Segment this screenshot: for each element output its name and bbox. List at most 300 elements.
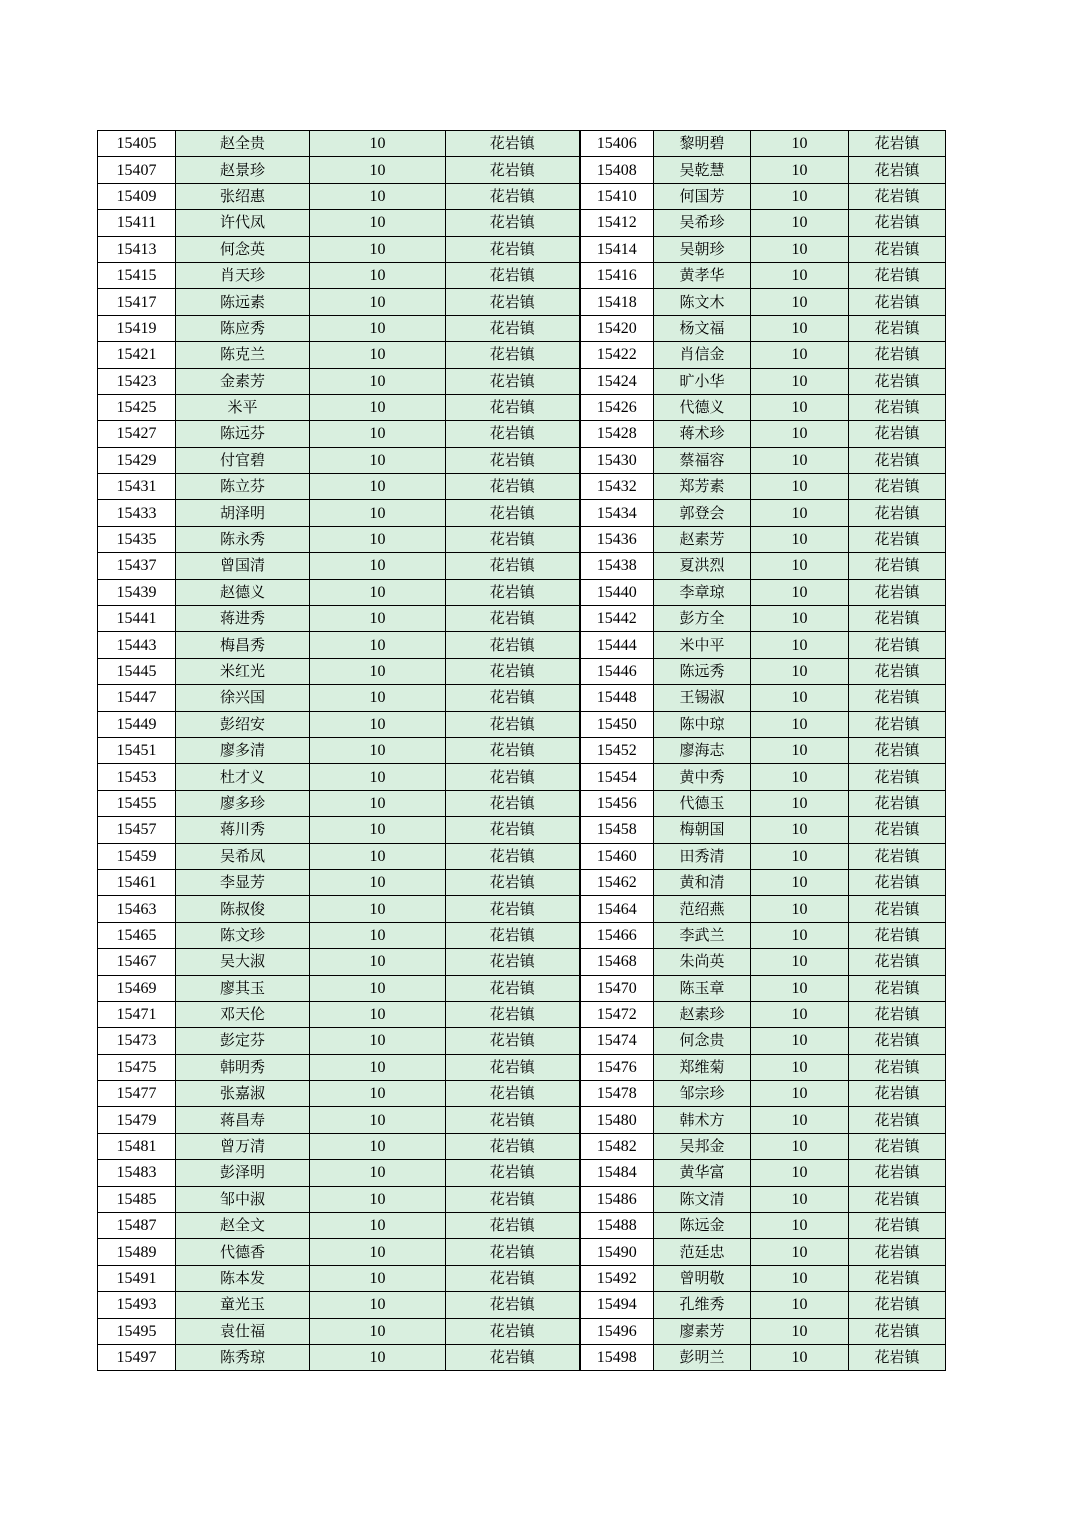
right-town-name-cell: 花岩镇 xyxy=(849,579,946,605)
right-person-name-cell: 黎明碧 xyxy=(654,131,751,157)
left-amount-cell: 10 xyxy=(310,474,446,500)
left-town-name-cell: 花岩镇 xyxy=(446,289,580,315)
right-amount-cell: 10 xyxy=(751,1292,849,1318)
right-record-number-cell: 15470 xyxy=(580,975,654,1001)
right-record-number-cell: 15446 xyxy=(580,658,654,684)
left-town-name-cell: 花岩镇 xyxy=(446,394,580,420)
right-town-name-cell: 花岩镇 xyxy=(849,1186,946,1212)
left-town-name-cell: 花岩镇 xyxy=(446,658,580,684)
left-amount-cell: 10 xyxy=(310,1213,446,1239)
left-person-name-cell: 付官碧 xyxy=(176,447,310,473)
left-town-name-cell: 花岩镇 xyxy=(446,685,580,711)
left-town-name-cell: 花岩镇 xyxy=(446,896,580,922)
left-person-name-cell: 陈本发 xyxy=(176,1265,310,1291)
right-record-number-cell: 15416 xyxy=(580,262,654,288)
left-town-name-cell: 花岩镇 xyxy=(446,922,580,948)
right-person-name-cell: 陈文清 xyxy=(654,1186,751,1212)
left-town-name-cell: 花岩镇 xyxy=(446,447,580,473)
right-person-name-cell: 李章琼 xyxy=(654,579,751,605)
left-amount-cell: 10 xyxy=(310,711,446,737)
left-town-name-cell: 花岩镇 xyxy=(446,711,580,737)
left-record-number-cell: 15415 xyxy=(98,262,176,288)
left-record-number-cell: 15429 xyxy=(98,447,176,473)
table-row xyxy=(98,474,946,500)
right-town-name-cell: 花岩镇 xyxy=(849,658,946,684)
left-person-name-cell: 徐兴国 xyxy=(176,685,310,711)
right-town-name-cell: 花岩镇 xyxy=(849,949,946,975)
right-person-name-cell: 何国芳 xyxy=(654,183,751,209)
table-row xyxy=(98,843,946,869)
right-town-name-cell: 花岩镇 xyxy=(849,1318,946,1344)
right-record-number-cell: 15494 xyxy=(580,1292,654,1318)
left-person-name-cell: 吴大淑 xyxy=(176,949,310,975)
left-town-name-cell: 花岩镇 xyxy=(446,553,580,579)
left-record-number-cell: 15407 xyxy=(98,157,176,183)
right-town-name-cell: 花岩镇 xyxy=(849,1292,946,1318)
right-person-name-cell: 肖信金 xyxy=(654,342,751,368)
right-amount-cell: 10 xyxy=(751,289,849,315)
left-record-number-cell: 15477 xyxy=(98,1081,176,1107)
right-amount-cell: 10 xyxy=(751,183,849,209)
left-person-name-cell: 金素芳 xyxy=(176,368,310,394)
table-row xyxy=(98,236,946,262)
right-record-number-cell: 15476 xyxy=(580,1054,654,1080)
right-record-number-cell: 15490 xyxy=(580,1239,654,1265)
right-record-number-cell: 15462 xyxy=(580,869,654,895)
left-amount-cell: 10 xyxy=(310,289,446,315)
left-person-name-cell: 梅昌秀 xyxy=(176,632,310,658)
right-record-number-cell: 15456 xyxy=(580,790,654,816)
right-town-name-cell: 花岩镇 xyxy=(849,131,946,157)
left-person-name-cell: 陈文珍 xyxy=(176,922,310,948)
left-amount-cell: 10 xyxy=(310,685,446,711)
right-amount-cell: 10 xyxy=(751,394,849,420)
right-person-name-cell: 黄中秀 xyxy=(654,764,751,790)
right-amount-cell: 10 xyxy=(751,949,849,975)
left-amount-cell: 10 xyxy=(310,526,446,552)
right-person-name-cell: 田秀清 xyxy=(654,843,751,869)
right-record-number-cell: 15430 xyxy=(580,447,654,473)
table-row xyxy=(98,289,946,315)
left-person-name-cell: 邹中淑 xyxy=(176,1186,310,1212)
table-row xyxy=(98,210,946,236)
left-town-name-cell: 花岩镇 xyxy=(446,236,580,262)
left-amount-cell: 10 xyxy=(310,764,446,790)
left-amount-cell: 10 xyxy=(310,658,446,684)
table-row xyxy=(98,764,946,790)
right-record-number-cell: 15418 xyxy=(580,289,654,315)
right-person-name-cell: 韩术方 xyxy=(654,1107,751,1133)
right-amount-cell: 10 xyxy=(751,368,849,394)
left-person-name-cell: 曾万清 xyxy=(176,1133,310,1159)
right-town-name-cell: 花岩镇 xyxy=(849,737,946,763)
left-amount-cell: 10 xyxy=(310,1054,446,1080)
left-amount-cell: 10 xyxy=(310,553,446,579)
right-town-name-cell: 花岩镇 xyxy=(849,553,946,579)
right-person-name-cell: 赵素芳 xyxy=(654,526,751,552)
left-record-number-cell: 15459 xyxy=(98,843,176,869)
left-town-name-cell: 花岩镇 xyxy=(446,606,580,632)
left-record-number-cell: 15433 xyxy=(98,500,176,526)
left-record-number-cell: 15435 xyxy=(98,526,176,552)
left-amount-cell: 10 xyxy=(310,1318,446,1344)
left-town-name-cell: 花岩镇 xyxy=(446,869,580,895)
left-amount-cell: 10 xyxy=(310,1001,446,1027)
left-record-number-cell: 15481 xyxy=(98,1133,176,1159)
table-row xyxy=(98,711,946,737)
left-record-number-cell: 15479 xyxy=(98,1107,176,1133)
left-person-name-cell: 杜才义 xyxy=(176,764,310,790)
left-town-name-cell: 花岩镇 xyxy=(446,500,580,526)
left-record-number-cell: 15455 xyxy=(98,790,176,816)
right-person-name-cell: 吴希珍 xyxy=(654,210,751,236)
left-amount-cell: 10 xyxy=(310,817,446,843)
left-amount-cell: 10 xyxy=(310,949,446,975)
table-row xyxy=(98,500,946,526)
left-town-name-cell: 花岩镇 xyxy=(446,474,580,500)
right-person-name-cell: 彭方全 xyxy=(654,606,751,632)
table-row xyxy=(98,131,946,157)
left-town-name-cell: 花岩镇 xyxy=(446,1001,580,1027)
right-amount-cell: 10 xyxy=(751,526,849,552)
left-record-number-cell: 15417 xyxy=(98,289,176,315)
left-person-name-cell: 赵景珍 xyxy=(176,157,310,183)
right-amount-cell: 10 xyxy=(751,157,849,183)
right-amount-cell: 10 xyxy=(751,474,849,500)
table-row xyxy=(98,368,946,394)
roster-table xyxy=(97,130,946,1371)
left-town-name-cell: 花岩镇 xyxy=(446,764,580,790)
right-amount-cell: 10 xyxy=(751,1107,849,1133)
right-amount-cell: 10 xyxy=(751,1081,849,1107)
left-record-number-cell: 15475 xyxy=(98,1054,176,1080)
right-record-number-cell: 15424 xyxy=(580,368,654,394)
table-row xyxy=(98,1081,946,1107)
table-row xyxy=(98,157,946,183)
left-person-name-cell: 张嘉淑 xyxy=(176,1081,310,1107)
right-amount-cell: 10 xyxy=(751,1186,849,1212)
left-amount-cell: 10 xyxy=(310,1344,446,1370)
left-record-number-cell: 15471 xyxy=(98,1001,176,1027)
left-person-name-cell: 廖多清 xyxy=(176,737,310,763)
right-amount-cell: 10 xyxy=(751,764,849,790)
right-town-name-cell: 花岩镇 xyxy=(849,1265,946,1291)
right-record-number-cell: 15498 xyxy=(580,1344,654,1370)
left-person-name-cell: 彭泽明 xyxy=(176,1160,310,1186)
left-person-name-cell: 彭定芬 xyxy=(176,1028,310,1054)
right-town-name-cell: 花岩镇 xyxy=(849,1028,946,1054)
left-amount-cell: 10 xyxy=(310,183,446,209)
right-amount-cell: 10 xyxy=(751,632,849,658)
right-person-name-cell: 吴乾慧 xyxy=(654,157,751,183)
left-person-name-cell: 陈秀琼 xyxy=(176,1344,310,1370)
table-row xyxy=(98,1107,946,1133)
left-record-number-cell: 15489 xyxy=(98,1239,176,1265)
right-record-number-cell: 15460 xyxy=(580,843,654,869)
right-person-name-cell: 黄孝华 xyxy=(654,262,751,288)
right-amount-cell: 10 xyxy=(751,342,849,368)
right-person-name-cell: 廖海志 xyxy=(654,737,751,763)
right-town-name-cell: 花岩镇 xyxy=(849,790,946,816)
right-person-name-cell: 陈远金 xyxy=(654,1213,751,1239)
left-town-name-cell: 花岩镇 xyxy=(446,1344,580,1370)
right-record-number-cell: 15482 xyxy=(580,1133,654,1159)
left-record-number-cell: 15467 xyxy=(98,949,176,975)
right-person-name-cell: 郭登会 xyxy=(654,500,751,526)
right-town-name-cell: 花岩镇 xyxy=(849,922,946,948)
left-person-name-cell: 米红光 xyxy=(176,658,310,684)
right-person-name-cell: 邹宗珍 xyxy=(654,1081,751,1107)
table-row xyxy=(98,1028,946,1054)
left-town-name-cell: 花岩镇 xyxy=(446,1265,580,1291)
left-record-number-cell: 15497 xyxy=(98,1344,176,1370)
left-amount-cell: 10 xyxy=(310,896,446,922)
left-town-name-cell: 花岩镇 xyxy=(446,131,580,157)
right-record-number-cell: 15472 xyxy=(580,1001,654,1027)
right-town-name-cell: 花岩镇 xyxy=(849,1081,946,1107)
right-record-number-cell: 15496 xyxy=(580,1318,654,1344)
table-row xyxy=(98,526,946,552)
right-amount-cell: 10 xyxy=(751,685,849,711)
right-amount-cell: 10 xyxy=(751,658,849,684)
left-record-number-cell: 15453 xyxy=(98,764,176,790)
left-town-name-cell: 花岩镇 xyxy=(446,1028,580,1054)
right-town-name-cell: 花岩镇 xyxy=(849,394,946,420)
right-record-number-cell: 15422 xyxy=(580,342,654,368)
left-person-name-cell: 赵德义 xyxy=(176,579,310,605)
right-person-name-cell: 黄华富 xyxy=(654,1160,751,1186)
table-row xyxy=(98,315,946,341)
right-amount-cell: 10 xyxy=(751,1054,849,1080)
right-record-number-cell: 15474 xyxy=(580,1028,654,1054)
left-amount-cell: 10 xyxy=(310,1292,446,1318)
roster-table-body xyxy=(98,131,946,1371)
right-record-number-cell: 15440 xyxy=(580,579,654,605)
left-town-name-cell: 花岩镇 xyxy=(446,1186,580,1212)
table-row xyxy=(98,342,946,368)
left-amount-cell: 10 xyxy=(310,1081,446,1107)
left-person-name-cell: 邓天伦 xyxy=(176,1001,310,1027)
right-person-name-cell: 王锡淑 xyxy=(654,685,751,711)
right-person-name-cell: 杨文福 xyxy=(654,315,751,341)
left-amount-cell: 10 xyxy=(310,368,446,394)
left-town-name-cell: 花岩镇 xyxy=(446,1054,580,1080)
left-town-name-cell: 花岩镇 xyxy=(446,368,580,394)
right-town-name-cell: 花岩镇 xyxy=(849,1001,946,1027)
right-amount-cell: 10 xyxy=(751,553,849,579)
right-amount-cell: 10 xyxy=(751,1160,849,1186)
right-town-name-cell: 花岩镇 xyxy=(849,289,946,315)
left-person-name-cell: 赵全文 xyxy=(176,1213,310,1239)
left-record-number-cell: 15485 xyxy=(98,1186,176,1212)
left-amount-cell: 10 xyxy=(310,342,446,368)
left-person-name-cell: 何念英 xyxy=(176,236,310,262)
left-record-number-cell: 15441 xyxy=(98,606,176,632)
right-person-name-cell: 范廷忠 xyxy=(654,1239,751,1265)
table-row xyxy=(98,922,946,948)
right-town-name-cell: 花岩镇 xyxy=(849,1133,946,1159)
right-town-name-cell: 花岩镇 xyxy=(849,632,946,658)
right-person-name-cell: 郑芳素 xyxy=(654,474,751,500)
right-person-name-cell: 曾明敬 xyxy=(654,1265,751,1291)
left-person-name-cell: 陈立芬 xyxy=(176,474,310,500)
right-record-number-cell: 15466 xyxy=(580,922,654,948)
left-town-name-cell: 花岩镇 xyxy=(446,1133,580,1159)
right-person-name-cell: 吴朝珍 xyxy=(654,236,751,262)
table-row xyxy=(98,737,946,763)
right-amount-cell: 10 xyxy=(751,236,849,262)
table-row xyxy=(98,1186,946,1212)
right-town-name-cell: 花岩镇 xyxy=(849,711,946,737)
right-record-number-cell: 15408 xyxy=(580,157,654,183)
right-amount-cell: 10 xyxy=(751,1133,849,1159)
right-amount-cell: 10 xyxy=(751,500,849,526)
left-record-number-cell: 15421 xyxy=(98,342,176,368)
left-amount-cell: 10 xyxy=(310,790,446,816)
right-town-name-cell: 花岩镇 xyxy=(849,315,946,341)
left-person-name-cell: 陈远芬 xyxy=(176,421,310,447)
right-town-name-cell: 花岩镇 xyxy=(849,183,946,209)
right-amount-cell: 10 xyxy=(751,421,849,447)
left-record-number-cell: 15473 xyxy=(98,1028,176,1054)
left-town-name-cell: 花岩镇 xyxy=(446,526,580,552)
right-town-name-cell: 花岩镇 xyxy=(849,500,946,526)
table-row xyxy=(98,579,946,605)
right-person-name-cell: 陈文木 xyxy=(654,289,751,315)
left-person-name-cell: 彭绍安 xyxy=(176,711,310,737)
table-row xyxy=(98,896,946,922)
left-town-name-cell: 花岩镇 xyxy=(446,1213,580,1239)
left-record-number-cell: 15419 xyxy=(98,315,176,341)
left-town-name-cell: 花岩镇 xyxy=(446,949,580,975)
right-person-name-cell: 陈中琼 xyxy=(654,711,751,737)
right-town-name-cell: 花岩镇 xyxy=(849,1213,946,1239)
right-record-number-cell: 15454 xyxy=(580,764,654,790)
right-town-name-cell: 花岩镇 xyxy=(849,843,946,869)
left-amount-cell: 10 xyxy=(310,632,446,658)
left-town-name-cell: 花岩镇 xyxy=(446,579,580,605)
left-record-number-cell: 15427 xyxy=(98,421,176,447)
left-person-name-cell: 吴希凤 xyxy=(176,843,310,869)
left-person-name-cell: 陈叔俊 xyxy=(176,896,310,922)
right-town-name-cell: 花岩镇 xyxy=(849,421,946,447)
right-person-name-cell: 陈玉章 xyxy=(654,975,751,1001)
right-town-name-cell: 花岩镇 xyxy=(849,368,946,394)
left-town-name-cell: 花岩镇 xyxy=(446,975,580,1001)
table-row xyxy=(98,1292,946,1318)
left-amount-cell: 10 xyxy=(310,157,446,183)
left-town-name-cell: 花岩镇 xyxy=(446,183,580,209)
right-record-number-cell: 15458 xyxy=(580,817,654,843)
right-record-number-cell: 15464 xyxy=(580,896,654,922)
left-person-name-cell: 陈远素 xyxy=(176,289,310,315)
right-person-name-cell: 陈远秀 xyxy=(654,658,751,684)
right-record-number-cell: 15436 xyxy=(580,526,654,552)
left-record-number-cell: 15423 xyxy=(98,368,176,394)
left-amount-cell: 10 xyxy=(310,500,446,526)
left-amount-cell: 10 xyxy=(310,1239,446,1265)
left-person-name-cell: 米平 xyxy=(176,394,310,420)
left-person-name-cell: 蒋川秀 xyxy=(176,817,310,843)
left-amount-cell: 10 xyxy=(310,394,446,420)
right-person-name-cell: 吴邦金 xyxy=(654,1133,751,1159)
left-record-number-cell: 15437 xyxy=(98,553,176,579)
table-row xyxy=(98,421,946,447)
table-row xyxy=(98,658,946,684)
left-person-name-cell: 许代凤 xyxy=(176,210,310,236)
left-town-name-cell: 花岩镇 xyxy=(446,210,580,236)
left-person-name-cell: 张绍惠 xyxy=(176,183,310,209)
left-person-name-cell: 肖天珍 xyxy=(176,262,310,288)
left-town-name-cell: 花岩镇 xyxy=(446,342,580,368)
right-town-name-cell: 花岩镇 xyxy=(849,447,946,473)
table-row xyxy=(98,1133,946,1159)
right-amount-cell: 10 xyxy=(751,711,849,737)
table-row xyxy=(98,1001,946,1027)
right-person-name-cell: 黄和清 xyxy=(654,869,751,895)
left-person-name-cell: 袁仕福 xyxy=(176,1318,310,1344)
left-town-name-cell: 花岩镇 xyxy=(446,1107,580,1133)
right-record-number-cell: 15468 xyxy=(580,949,654,975)
left-person-name-cell: 胡泽明 xyxy=(176,500,310,526)
right-record-number-cell: 15432 xyxy=(580,474,654,500)
left-person-name-cell: 李显芳 xyxy=(176,869,310,895)
left-town-name-cell: 花岩镇 xyxy=(446,1318,580,1344)
left-record-number-cell: 15431 xyxy=(98,474,176,500)
left-amount-cell: 10 xyxy=(310,1028,446,1054)
left-record-number-cell: 15461 xyxy=(98,869,176,895)
right-amount-cell: 10 xyxy=(751,1239,849,1265)
left-town-name-cell: 花岩镇 xyxy=(446,843,580,869)
right-town-name-cell: 花岩镇 xyxy=(849,1344,946,1370)
left-person-name-cell: 蒋昌寿 xyxy=(176,1107,310,1133)
right-town-name-cell: 花岩镇 xyxy=(849,262,946,288)
right-town-name-cell: 花岩镇 xyxy=(849,869,946,895)
left-amount-cell: 10 xyxy=(310,579,446,605)
right-record-number-cell: 15434 xyxy=(580,500,654,526)
left-record-number-cell: 15447 xyxy=(98,685,176,711)
right-amount-cell: 10 xyxy=(751,1028,849,1054)
left-town-name-cell: 花岩镇 xyxy=(446,737,580,763)
right-amount-cell: 10 xyxy=(751,579,849,605)
table-row xyxy=(98,1344,946,1370)
left-person-name-cell: 廖其玉 xyxy=(176,975,310,1001)
right-person-name-cell: 代德义 xyxy=(654,394,751,420)
table-row xyxy=(98,1265,946,1291)
right-amount-cell: 10 xyxy=(751,1213,849,1239)
right-town-name-cell: 花岩镇 xyxy=(849,1160,946,1186)
right-person-name-cell: 赵素珍 xyxy=(654,1001,751,1027)
left-record-number-cell: 15469 xyxy=(98,975,176,1001)
right-town-name-cell: 花岩镇 xyxy=(849,975,946,1001)
right-town-name-cell: 花岩镇 xyxy=(849,764,946,790)
right-person-name-cell: 孔维秀 xyxy=(654,1292,751,1318)
right-record-number-cell: 15448 xyxy=(580,685,654,711)
left-amount-cell: 10 xyxy=(310,315,446,341)
left-amount-cell: 10 xyxy=(310,843,446,869)
left-person-name-cell: 陈应秀 xyxy=(176,315,310,341)
right-person-name-cell: 梅朝国 xyxy=(654,817,751,843)
left-town-name-cell: 花岩镇 xyxy=(446,421,580,447)
right-town-name-cell: 花岩镇 xyxy=(849,157,946,183)
right-amount-cell: 10 xyxy=(751,1318,849,1344)
right-record-number-cell: 15478 xyxy=(580,1081,654,1107)
left-amount-cell: 10 xyxy=(310,922,446,948)
right-record-number-cell: 15450 xyxy=(580,711,654,737)
left-record-number-cell: 15443 xyxy=(98,632,176,658)
right-town-name-cell: 花岩镇 xyxy=(849,474,946,500)
right-amount-cell: 10 xyxy=(751,790,849,816)
